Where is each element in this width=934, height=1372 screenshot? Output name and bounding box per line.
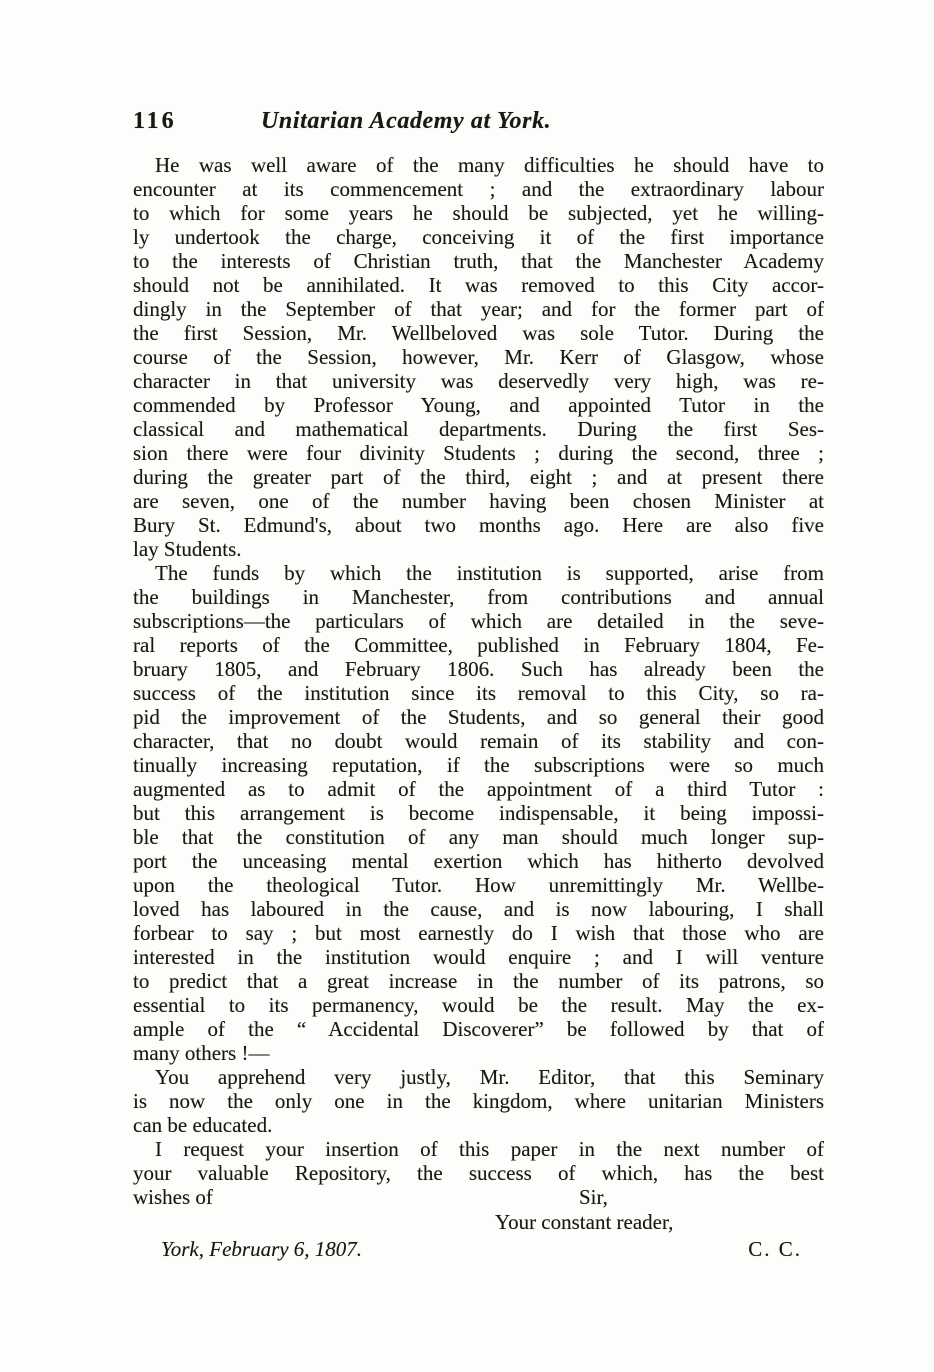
text-line: are seven, one of the number having been chosen Minister at (133, 489, 824, 513)
text-line: success of the institution since its removal to this City, so ra- (133, 681, 824, 705)
closing-wishes: wishes of (133, 1185, 213, 1209)
text-line: subscriptions—the particulars of which are detailed in the seve- (133, 609, 824, 633)
closing-row-reader (133, 1210, 824, 1235)
running-title: Unitarian Academy at York. (261, 108, 552, 134)
paragraph-1 (133, 153, 824, 561)
closing-dateline: York, February 6, 1807. (161, 1237, 363, 1261)
text-line: He was well aware of the many difficulties he should have to (155, 153, 824, 177)
text-line: The funds by which the institution is supported, arise from (155, 561, 824, 585)
text-line: to predict that a great increase in the number of its patrons, so (133, 969, 824, 993)
page-header (133, 106, 824, 140)
closing-reader: Your constant reader, (495, 1210, 674, 1234)
closing-row-signature (133, 1235, 824, 1260)
text-line: lay Students. (133, 537, 242, 561)
text-line: character, that no doubt would remain of its stability and con- (133, 729, 824, 753)
text-block (133, 106, 824, 1260)
text-line: should not be annihilated. It was removed to this City accor- (133, 273, 824, 297)
text-line: tinually increasing reputation, if the subscriptions were so much (133, 753, 824, 777)
page-number: 116 (133, 108, 177, 134)
text-line: You apprehend very justly, Mr. Editor, that this Seminary (155, 1065, 824, 1089)
text-line: augmented as to admit of the appointment of a third Tutor : (133, 777, 824, 801)
closing-salutation: Sir, (579, 1185, 608, 1209)
text-line: many others !— (133, 1041, 270, 1065)
text-line: character in that university was deservedly very high, was re- (133, 369, 824, 393)
closing-row-wishes (133, 1185, 824, 1210)
text-line: to the interests of Christian truth, that the Manchester Academy (133, 249, 824, 273)
text-line: port the unceasing mental exertion which has hitherto devolved (133, 849, 824, 873)
text-line: is now the only one in the kingdom, where unitarian Ministers (133, 1089, 824, 1113)
text-line: ly undertook the charge, conceiving it of the first importance (133, 225, 824, 249)
closing-block (133, 1185, 824, 1260)
text-line: to which for some years he should be subjected, yet he willing- (133, 201, 824, 225)
text-line: course of the Session, however, Mr. Kerr of Glasgow, whose (133, 345, 824, 369)
text-line: I request your insertion of this paper in the next number of (155, 1137, 824, 1161)
text-line: dingly in the September of that year; and for the former part of (133, 297, 824, 321)
text-line: ample of the “ Accidental Discoverer” be followed by that of (133, 1017, 824, 1041)
body-text (133, 153, 824, 1185)
text-line: sion there were four divinity Students ; during the second, three ; (133, 441, 824, 465)
text-line: essential to its permanency, would be the result. May the ex- (133, 993, 824, 1017)
text-line: Bury St. Edmund's, about two months ago. Here are also five (133, 513, 824, 537)
text-line: during the greater part of the third, eight ; and at present there (133, 465, 824, 489)
text-line: classical and mathematical departments. During the first Ses- (133, 417, 824, 441)
text-line: interested in the institution would enquire ; and I will venture (133, 945, 824, 969)
text-line: bruary 1805, and February 1806. Such has already been the (133, 657, 824, 681)
paragraph-4 (133, 1137, 824, 1185)
text-line: ble that the constitution of any man should much longer sup- (133, 825, 824, 849)
text-line: your valuable Repository, the success of which, has the best (133, 1161, 824, 1185)
text-line: loved has laboured in the cause, and is now labouring, I shall (133, 897, 824, 921)
text-line: encounter at its commencement ; and the extraordinary labour (133, 177, 824, 201)
text-line: the first Session, Mr. Wellbeloved was sole Tutor. During the (133, 321, 824, 345)
paragraph-2 (133, 561, 824, 1065)
text-line: pid the improvement of the Students, and so general their good (133, 705, 824, 729)
paragraph-3 (133, 1065, 824, 1137)
text-line: upon the theological Tutor. How unremittingly Mr. Wellbe- (133, 873, 824, 897)
text-line: ral reports of the Committee, published in February 1804, Fe- (133, 633, 824, 657)
text-line: can be educated. (133, 1113, 273, 1137)
closing-signature: C. C. (748, 1237, 802, 1261)
text-line: but this arrangement is become indispensable, it being impossi- (133, 801, 824, 825)
text-line: commended by Professor Young, and appointed Tutor in the (133, 393, 824, 417)
text-line: forbear to say ; but most earnestly do I wish that those who are (133, 921, 824, 945)
text-line: the buildings in Manchester, from contributions and annual (133, 585, 824, 609)
